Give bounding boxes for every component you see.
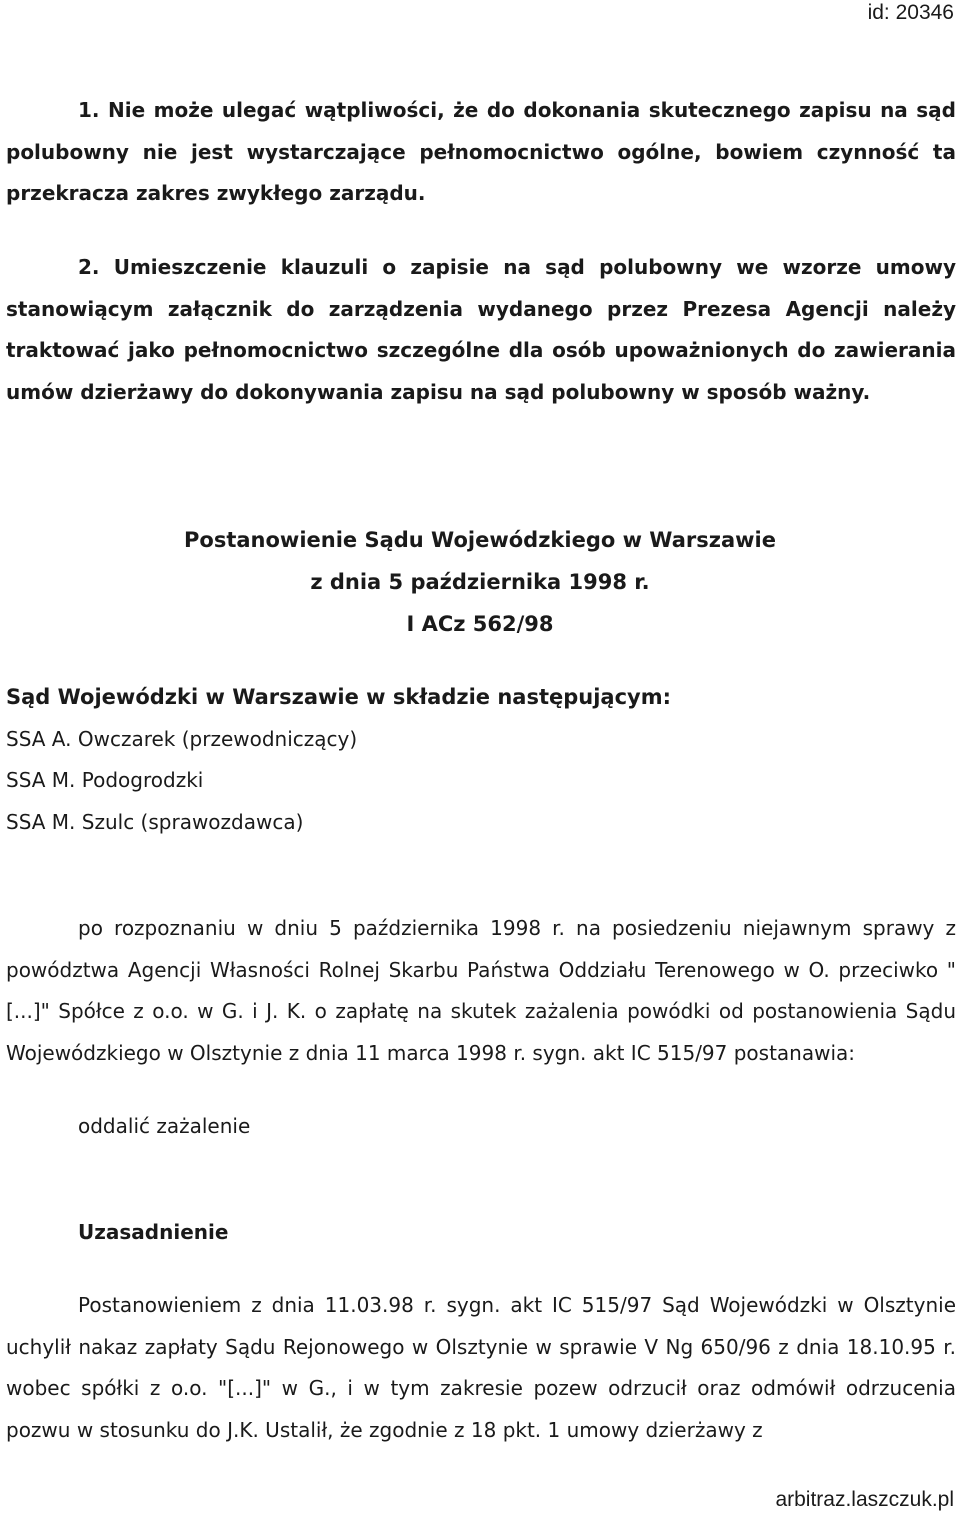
source-footer: arbitraz.laszczuk.pl	[775, 1488, 954, 1511]
thesis-2: 2. Umieszczenie klauzuli o zapisie na sąd polubowny we wzorze umowy stanowiącym załącznik do zarządzenia wydanego przez Prezesa Agencji należy traktować jako pełnomocnictwo szczególne dla osób upoważnionych do zawierania umów dzierżawy do dokonywania zapisu na sąd polubowny w sposób ważny.	[6, 255, 956, 404]
thesis-1: 1. Nie może ulegać wątpliwości, że do dokonania skutecznego zapisu na sąd polubowny nie jest wystarczające pełnomocnictwo ogólne, bowiem czynność ta przekracza zakres zwykłego zarządu.	[6, 98, 956, 205]
ruling-date: z dnia 5 października 1998 r.	[310, 570, 650, 594]
ruling-intro: po rozpoznaniu w dniu 5 października 1998 r. na posiedzeniu niejawnym sprawy z powództwa Agencji Własności Rolnej Skarbu Państwa Oddziału Terenowego w O. przeciwko "[...]" Spółce z o.o. w G. i J. K. o zapłatę na skutek zażalenia powódki od postanowienia Sądu Wojewódzkiego w Olsztynie z dnia 11 marca 1998 r. sygn. akt IC 515/97 postanawia:	[6, 916, 956, 1065]
composition-member-3: SSA M. Szulc (sprawozdawca)	[6, 810, 304, 834]
justification-text: Postanowieniem z dnia 11.03.98 r. sygn. akt IC 515/97 Sąd Wojewódzki w Olsztynie uchylił nakaz zapłaty Sądu Rejonowego w Olsztynie w sprawie V Ng 650/96 z dnia 18.10.95 r. wobec spółki z o.o. "[...]" w G., i w tym zakresie pozew odrzucił oraz odmówił odrzucenia pozwu w stosunku do J.K. Ustalił, że zgodnie z 18 pkt. 1 umowy dzierżawy z	[6, 1293, 956, 1442]
justification-heading: Uzasadnienie	[78, 1220, 229, 1244]
composition-member-1: SSA A. Owczarek (przewodniczący)	[6, 727, 358, 751]
ruling-title: Postanowienie Sądu Wojewódzkiego w Warszawie	[184, 528, 776, 552]
decision: oddalić zażalenie	[78, 1114, 251, 1138]
document-id: id: 20346	[867, 1, 954, 24]
ruling-signature: I ACz 562/98	[406, 612, 554, 636]
composition-heading: Sąd Wojewódzki w Warszawie w składzie następującym:	[6, 685, 671, 709]
composition-member-2: SSA M. Podogrodzki	[6, 768, 204, 792]
